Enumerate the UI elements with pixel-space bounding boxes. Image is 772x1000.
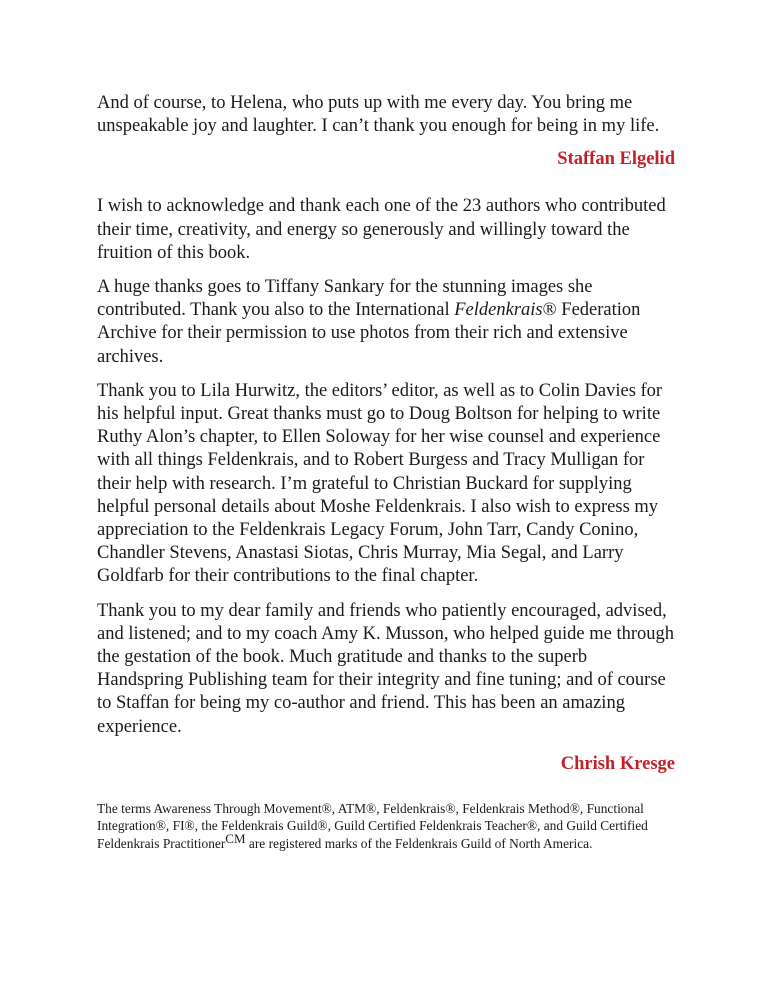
family-paragraph: Thank you to my dear family and friends who patiently encouraged, advised, and listened; and to my coach Amy K. Musson, who helped guide me through the gestation of the book. Much gratitude and thanks to the superb Handspring Publishing team for their integrity and fine tuning; and of course to Staffan for being my co-author and friend. This has been an amazing experience. [97,600,675,737]
feldenkrais-italic: Feldenkrais [454,300,543,321]
images-paragraph-text-2: ® Federation Archive for their permission to use photos from their rich and extensive archives. [97,300,641,367]
editors-paragraph: Thank you to Lila Hurwitz, the editors’ editor, as well as to Colin Davies for his helpful input. Great thanks must go to Doug Boltson for helping to write Ruthy Alon’s chapter, to Ellen Soloway for her wise counsel and experience with all things Feldenkrais, and to Robert Burgess and Tracy Mulligan for their help with research. I’m grateful to Christian Buckard for supplying helpful personal details about Moshe Feldenkrais. I also wish to express my appreciation to the Feldenkrais Legacy Forum, John Tarr, Candy Conino, Chandler Stevens, Anastasi Siotas, Chris Murray, Mia Segal, and Larry Goldfarb for their contributions to the final chapter. [97,380,663,587]
trademark-text-2: are registered marks of the Feldenkrais Guild of North America. [245,835,593,851]
trademark-text-1: The terms Awareness Through Movement®, ATM®, Feldenkrais®, Feldenkrais Method®, Functional Integration®, FI®, the Feldenkrais Guild®, Guild Certified Feldenkrais Teacher®, and Guild Certified Feldenkrais Practitioner [97,800,648,851]
helena-paragraph: And of course, to Helena, who puts up with me every day. You bring me unspeakable joy and laughter. I can’t thank you enough for being in my life. [97,93,660,137]
images-paragraph-text-1: A huge thanks goes to Tiffany Sankary for the stunning images she contributed. Thank you also to the International [97,277,593,321]
trademark-footnote [97,800,675,852]
authors-paragraph: I wish to acknowledge and thank each one of the 23 authors who contributed their time, creativity, and energy so generously and willingly toward the fruition of this book. [97,196,666,263]
signature-chrish-kresge: Chrish Kresge [560,753,675,774]
cm-superscript: CM [225,830,246,846]
images-paragraph [97,276,677,369]
signature-staffan-elgelid: Staffan Elgelid [557,149,675,170]
